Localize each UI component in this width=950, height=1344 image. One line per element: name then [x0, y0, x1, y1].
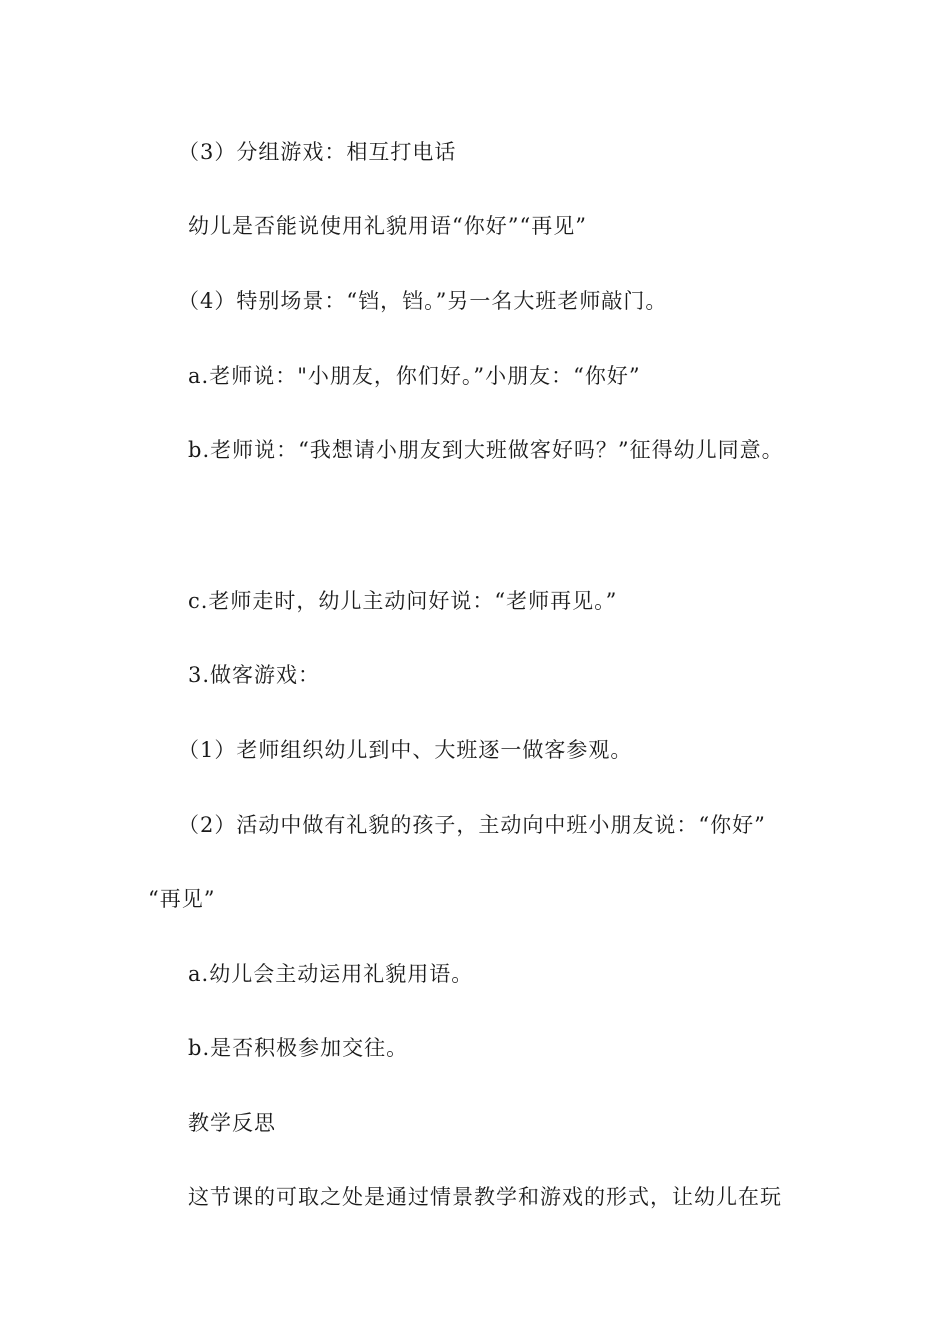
section-heading-visiting-game: 3.做客游戏：: [188, 663, 321, 687]
paragraph-visit-step-2-continued: “再见”: [148, 887, 216, 911]
paragraph-visit-step-2: （2）活动中做有礼貌的孩子，主动向中班小朋友说：“你好”: [178, 813, 766, 837]
paragraph-item-c: c.老师走时，幼儿主动问好说：“老师再见。”: [188, 589, 618, 613]
paragraph-item-b: b.老师说：“我想请小朋友到大班做客好吗？”征得幼儿同意。: [188, 438, 784, 462]
paragraph-observation: 幼儿是否能说使用礼貌用语“你好”“再见”: [188, 214, 587, 238]
paragraph-visit-item-b: b.是否积极参加交往。: [188, 1036, 409, 1060]
paragraph-reflection: 这节课的可取之处是通过情景教学和游戏的形式，让幼儿在玩: [188, 1185, 782, 1209]
paragraph-visit-item-a: a.幼儿会主动运用礼貌用语。: [188, 962, 474, 986]
paragraph-item-a: a.老师说："小朋友，你们好。”小朋友：“你好”: [188, 364, 641, 388]
paragraph-visit-step-1: （1）老师组织幼儿到中、大班逐一做客参观。: [178, 738, 633, 762]
section-heading-reflection: 教学反思: [188, 1111, 276, 1135]
paragraph-step-3: （3）分组游戏：相互打电话: [178, 140, 457, 164]
paragraph-step-4: （4）特别场景：“铛，铛。”另一名大班老师敲门。: [178, 289, 668, 313]
